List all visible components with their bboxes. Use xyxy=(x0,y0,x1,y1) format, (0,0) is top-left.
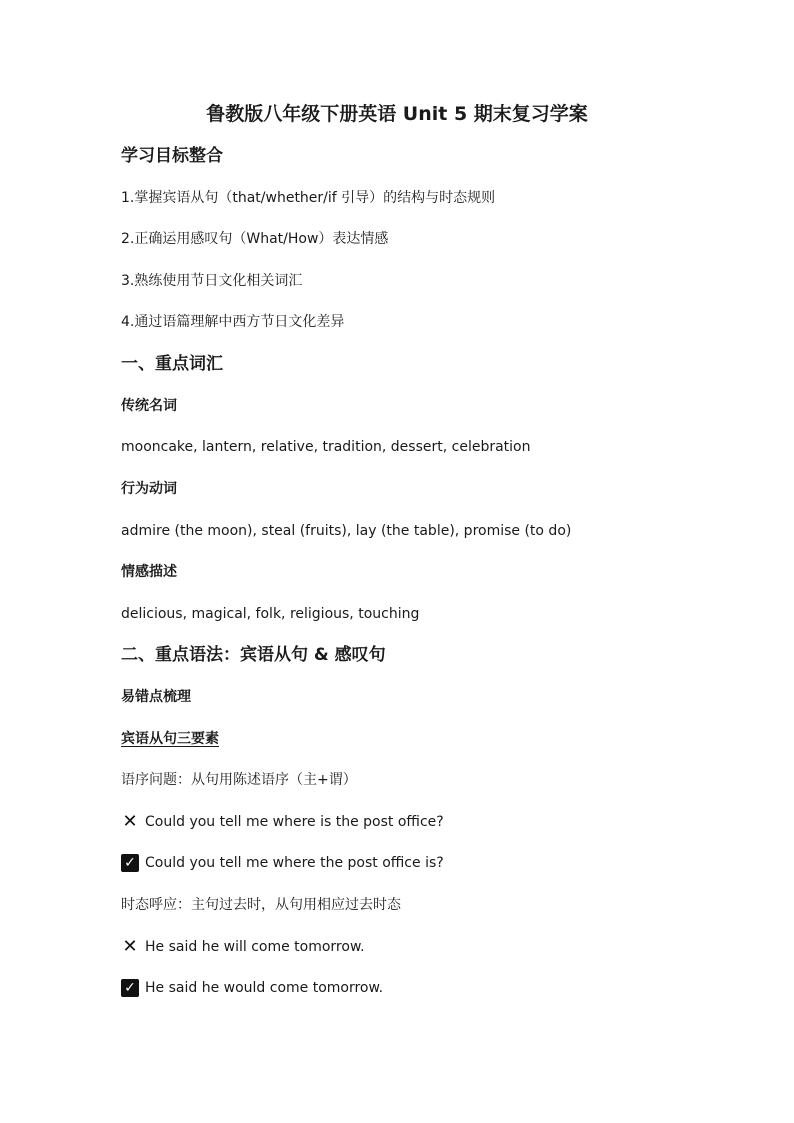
vocab-group-label-emotions: 情感描述 xyxy=(121,564,177,580)
goal-item-1: 1.掌握宾语从句（that/whether/if 引导）的结构与时态规则 xyxy=(121,190,496,206)
vocab-group-label-nouns: 传统名词 xyxy=(121,398,177,414)
vocab-heading: 一、重点词汇 xyxy=(121,354,223,374)
word-order-label: 语序问题：从句用陈述语序（主+谓） xyxy=(121,772,357,788)
grammar-section-title: 宾语从句三要素 xyxy=(121,731,219,747)
tense-right-example xyxy=(121,978,383,998)
vocab-group-text-emotions: delicious, magical, folk, religious, touching xyxy=(121,606,420,622)
goal-item-3: 3.熟练使用节日文化相关词汇 xyxy=(121,273,303,289)
example-text: He said he would come tomorrow. xyxy=(145,980,384,996)
goal-item-2: 2.正确运用感叹句（What/How）表达情感 xyxy=(121,231,389,247)
goals-heading: 学习目标整合 xyxy=(121,146,223,166)
goal-item-4: 4.通过语篇理解中西方节日文化差异 xyxy=(121,314,345,330)
example-text: Could you tell me where is the post office? xyxy=(145,814,444,830)
page-title: 鲁教版八年级下册英语 Unit 5 期末复习学案 xyxy=(206,103,588,125)
example-text: He said he will come tomorrow. xyxy=(145,939,365,955)
example-text: Could you tell me where the post office is? xyxy=(145,855,444,871)
grammar-subheading: 易错点梳理 xyxy=(121,689,191,705)
vocab-group-text-nouns: mooncake, lantern, relative, tradition, dessert, celebration xyxy=(121,439,531,455)
cross-icon: ✕ xyxy=(122,936,138,957)
tense-label: 时态呼应：主句过去时，从句用相应过去时态 xyxy=(121,897,401,913)
check-icon: ✓ xyxy=(121,854,139,872)
cross-icon: ✕ xyxy=(122,811,138,832)
word-order-right-example xyxy=(121,853,444,873)
vocab-group-label-verbs: 行为动词 xyxy=(121,481,177,497)
grammar-heading: 二、重点语法：宾语从句 & 感叹句 xyxy=(121,645,386,665)
vocab-group-text-verbs: admire (the moon), steal (fruits), lay (the table), promise (to do) xyxy=(121,523,572,539)
check-icon: ✓ xyxy=(121,979,139,997)
tense-wrong-example xyxy=(121,937,365,957)
word-order-wrong-example xyxy=(121,812,444,832)
